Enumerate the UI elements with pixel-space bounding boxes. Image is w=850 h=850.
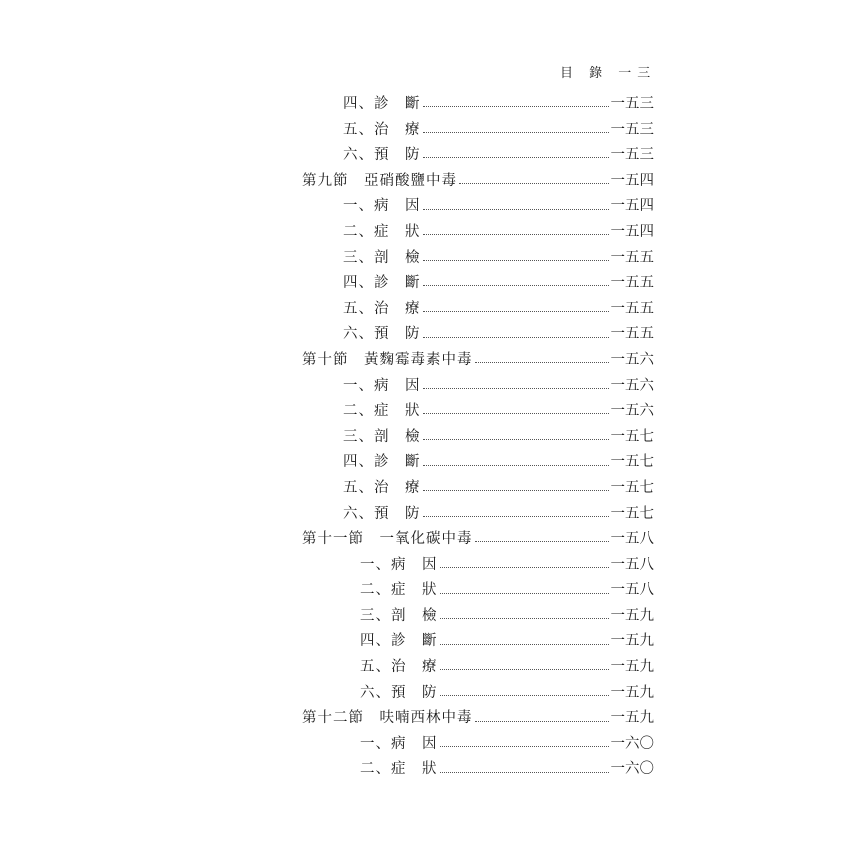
toc-entry-row	[0, 374, 850, 400]
toc-entry-row	[0, 143, 850, 169]
toc-section-row	[0, 706, 850, 732]
toc-entry-title: 二、症 狀	[343, 403, 421, 420]
toc-entry-title: 二、症 狀	[360, 761, 438, 778]
toc-entry-title: 第十二節 呋喃西林中毒	[302, 710, 473, 727]
dot-leader	[440, 669, 609, 670]
dot-leader	[440, 644, 609, 645]
toc-section-row	[0, 527, 850, 553]
toc-page-number: 一五五	[610, 326, 654, 343]
dot-leader	[423, 234, 609, 235]
toc-entry-title: 一、病 因	[343, 198, 421, 215]
toc-entry-title: 二、症 狀	[343, 223, 421, 240]
toc-entry-title: 三、剖 檢	[360, 607, 438, 624]
toc-entry-row	[0, 246, 850, 272]
toc-page-number: 一五六	[610, 403, 654, 420]
toc-page-number: 一五三	[610, 121, 654, 138]
toc-entry-title: 第十節 黃麴霉毒素中毒	[302, 351, 473, 368]
table-of-contents	[0, 92, 850, 783]
dot-leader	[423, 311, 609, 312]
toc-entry-row	[0, 732, 850, 758]
toc-entry-row	[0, 604, 850, 630]
toc-entry-title: 五、治 療	[343, 479, 421, 496]
toc-entry-row	[0, 681, 850, 707]
toc-entry-title: 一、病 因	[360, 735, 438, 752]
toc-page-number: 一五四	[610, 172, 654, 189]
toc-entry-row	[0, 476, 850, 502]
toc-entry-row	[0, 297, 850, 323]
toc-entry-row	[0, 553, 850, 579]
dot-leader	[423, 209, 609, 210]
toc-page-number: 一五四	[610, 198, 654, 215]
running-header: 目 錄 一三	[560, 66, 657, 81]
toc-section-row	[0, 348, 850, 374]
toc-page-number: 一五九	[610, 684, 654, 701]
toc-page-number: 一五七	[610, 454, 654, 471]
dot-leader	[423, 490, 609, 491]
toc-entry-row	[0, 194, 850, 220]
toc-entry-row	[0, 118, 850, 144]
toc-entry-row	[0, 502, 850, 528]
dot-leader	[423, 337, 609, 338]
toc-entry-title: 五、治 療	[343, 121, 421, 138]
dot-leader	[423, 260, 609, 261]
dot-leader	[475, 721, 609, 722]
dot-leader	[423, 285, 609, 286]
toc-entry-title: 四、診 斷	[360, 633, 438, 650]
toc-page-number: 一五九	[610, 710, 654, 727]
toc-page-number: 一五九	[610, 607, 654, 624]
toc-page-number: 一五四	[610, 223, 654, 240]
toc-entry-title: 一、病 因	[343, 377, 421, 394]
toc-entry-row	[0, 322, 850, 348]
toc-page-number: 一五五	[610, 275, 654, 292]
toc-page-number: 一五六	[610, 377, 654, 394]
toc-page-number: 一五五	[610, 300, 654, 317]
toc-entry-title: 第十一節 一氧化碳中毒	[302, 531, 473, 548]
toc-entry-title: 四、診 斷	[343, 96, 421, 112]
toc-entry-title: 一、病 因	[360, 556, 438, 573]
toc-page-number: 一五七	[610, 505, 654, 522]
dot-leader	[475, 362, 609, 363]
toc-entry-row	[0, 450, 850, 476]
toc-section-row	[0, 169, 850, 195]
toc-entry-title: 二、症 狀	[360, 582, 438, 599]
toc-entry-title: 第九節 亞硝酸鹽中毒	[302, 172, 457, 189]
toc-entry-row	[0, 399, 850, 425]
dot-leader	[423, 106, 609, 107]
toc-entry-title: 三、剖 檢	[343, 249, 421, 266]
toc-page-number: 一五七	[610, 428, 654, 445]
toc-entry-title: 六、預 防	[360, 684, 438, 701]
toc-page-number: 一五三	[610, 147, 654, 164]
toc-entry-title: 六、預 防	[343, 326, 421, 343]
toc-page-number: 一五八	[610, 556, 654, 573]
dot-leader	[423, 388, 609, 389]
toc-page-number: 一五九	[610, 633, 654, 650]
toc-entry-row	[0, 629, 850, 655]
toc-entry-title: 四、診 斷	[343, 275, 421, 292]
toc-page-number: 一六〇	[610, 735, 654, 752]
dot-leader	[440, 746, 609, 747]
toc-page-number: 一五八	[610, 531, 654, 548]
dot-leader	[423, 465, 609, 466]
toc-entry-title: 四、診 斷	[343, 454, 421, 471]
toc-entry-row	[0, 578, 850, 604]
dot-leader	[423, 516, 609, 517]
toc-page-number: 一五三	[610, 96, 654, 112]
toc-entry-title: 六、預 防	[343, 505, 421, 522]
toc-page-number: 一五五	[610, 249, 654, 266]
toc-entry-title: 五、治 療	[360, 659, 438, 676]
dot-leader	[440, 772, 609, 773]
toc-entry-row	[0, 220, 850, 246]
dot-leader	[475, 541, 609, 542]
toc-page-number: 一五七	[610, 479, 654, 496]
toc-entry-row	[0, 271, 850, 297]
toc-page-number: 一五六	[610, 351, 654, 368]
dot-leader	[423, 439, 609, 440]
dot-leader	[440, 695, 609, 696]
toc-entry-title: 三、剖 檢	[343, 428, 421, 445]
dot-leader	[440, 567, 609, 568]
dot-leader	[440, 593, 609, 594]
dot-leader	[423, 132, 609, 133]
toc-entry-title: 五、治 療	[343, 300, 421, 317]
dot-leader	[440, 618, 609, 619]
toc-page-number: 一五九	[610, 659, 654, 676]
toc-entry-title: 六、預 防	[343, 147, 421, 164]
dot-leader	[459, 183, 609, 184]
toc-page-number: 一五八	[610, 582, 654, 599]
dot-leader	[423, 157, 609, 158]
toc-entry-row	[0, 425, 850, 451]
dot-leader	[423, 413, 609, 414]
toc-page-number: 一六〇	[610, 761, 654, 778]
toc-entry-row	[0, 92, 850, 118]
toc-entry-row	[0, 655, 850, 681]
toc-entry-row	[0, 757, 850, 783]
